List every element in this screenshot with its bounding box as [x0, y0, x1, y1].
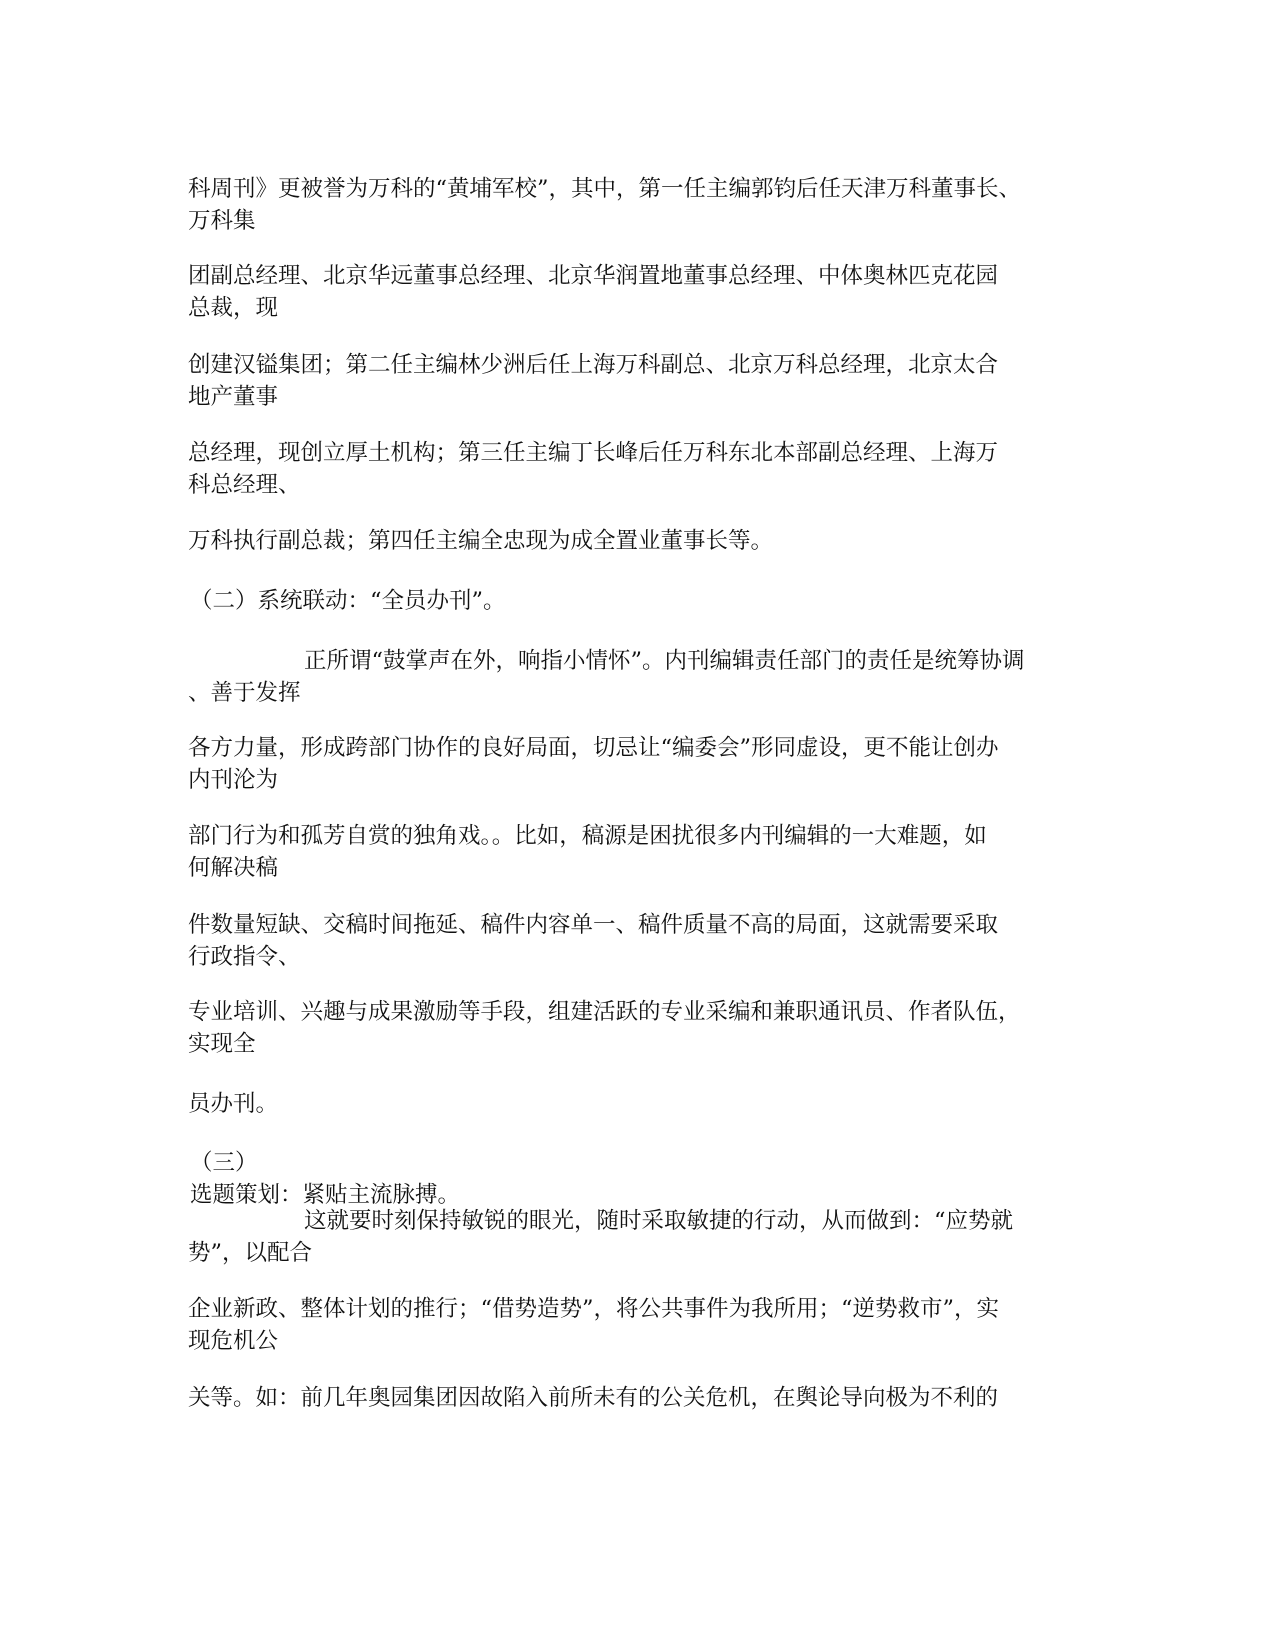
paragraph-continuation — [188, 732, 1088, 796]
paragraph-continuation — [188, 996, 1088, 1060]
text-line: 这就要时刻保持敏锐的眼光，随时采取敏捷的行动，从而做到：“应势就 — [304, 1208, 1014, 1234]
text-line: 现危机公 — [188, 1328, 279, 1354]
text-line: 总经理，现创立厚土机构；第三任主编丁长峰后任万科东北本部副总经理、上海万 — [188, 440, 999, 466]
paragraph-continuation — [188, 1382, 1088, 1414]
text-line: 关等。如：前几年奥园集团因故陷入前所未有的公关危机，在舆论导向极为不利的 — [188, 1385, 999, 1411]
heading-line — [190, 1147, 1090, 1211]
text-line: 企业新政、整体计划的推行；“借势造势”，将公共事件为我所用；“逆势救市”，实 — [188, 1296, 1000, 1322]
text-line: 件数量短缺、交稿时间拖延、稿件内容单一、稿件质量不高的局面，这就需要采取 — [188, 912, 999, 938]
text-line: 行政指令、 — [188, 944, 301, 970]
text-line: 势”，以配合 — [188, 1240, 313, 1266]
paragraph-vanke-weekly — [188, 173, 1088, 237]
text-line: 总裁，现 — [188, 295, 279, 321]
text-line: 科周刊》更被誉为万科的“黄埔军校”，其中，第一任主编郭钧后任天津万科董事长、 — [188, 176, 1022, 202]
heading-text: 选题策划：紧贴主流脉搏。 — [190, 1182, 461, 1208]
paragraph-continuation — [188, 349, 1088, 413]
text-line: 实现全 — [188, 1031, 256, 1057]
heading-text: （二）系统联动：“全员办刊”。 — [190, 588, 506, 614]
paragraph-continuation — [188, 1293, 1088, 1357]
paragraph-continuation — [188, 260, 1088, 324]
text-line: 各方力量，形成跨部门协作的良好局面，切忌让“编委会”形同虚设，更不能让创办 — [188, 735, 999, 761]
paragraph-topic-planning — [188, 1205, 1088, 1269]
text-line: 团副总经理、北京华远董事总经理、北京华润置地董事总经理、中体奥林匹克花园 — [188, 263, 999, 289]
text-line: 创建汉镒集团；第二任主编林少洲后任上海万科副总、北京万科总经理，北京太合 — [188, 352, 999, 378]
text-line: 员办刊。 — [188, 1091, 279, 1117]
text-line: 万科执行副总裁；第四任主编全忠现为成全置业董事长等。 — [188, 528, 774, 554]
section-heading-3 — [190, 1147, 1090, 1211]
heading-number: （三） — [190, 1150, 258, 1176]
text-line: 万科集 — [188, 208, 256, 234]
text-line: 内刊沦为 — [188, 767, 279, 793]
text-line: 部门行为和孤芳自赏的独角戏。。比如，稿源是困扰很多内刊编辑的一大难题，如 — [188, 823, 987, 849]
text-line: 科总经理、 — [188, 472, 301, 498]
paragraph-continuation — [188, 1088, 1088, 1120]
paragraph-all-staff — [188, 645, 1088, 709]
text-line: 、善于发挥 — [188, 680, 301, 706]
section-heading-2 — [190, 585, 1090, 617]
paragraph-continuation — [188, 820, 1088, 884]
paragraph-continuation — [188, 437, 1088, 501]
text-line: 专业培训、兴趣与成果激励等手段，组建活跃的专业采编和兼职通讯员、作者队伍， — [188, 999, 1021, 1025]
paragraph-continuation — [188, 909, 1088, 973]
text-line: 正所谓“鼓掌声在外，响指小情怀”。内刊编辑责任部门的责任是统筹协调 — [304, 648, 1025, 674]
paragraph-continuation — [188, 525, 1088, 557]
text-line: 地产董事 — [188, 384, 279, 410]
text-line: 何解决稿 — [188, 855, 279, 881]
